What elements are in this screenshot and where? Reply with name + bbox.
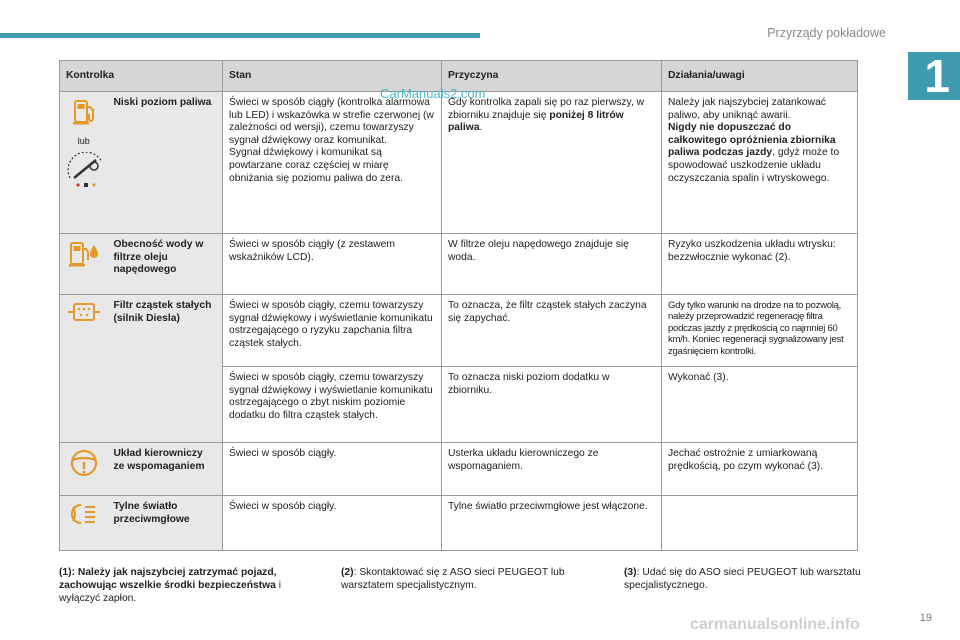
footnote-text: : Skontaktować się z ASO sieci PEUGEOT lub warsztatem specjalistycznym. <box>341 567 565 591</box>
icon-cell <box>60 92 108 234</box>
table-row <box>60 443 858 496</box>
cause-text: Usterka układu kierowniczego ze wspomaganiem. <box>442 443 662 496</box>
state-text: Świeci w sposób ciągły (kontrolka alarmowa lub LED) i wskazówka w strefie czerwonej (w zależności od wersji), czemu towarzyszy sygnał dźwiękowy oraz komunikat. <box>229 97 434 146</box>
warning-name: Układ kierowniczy ze wspomaganiem <box>108 443 223 496</box>
alt-label: lub <box>77 136 90 146</box>
state-text: Świeci w sposób ciągły (z zestawem wskaźników LCD). <box>223 234 442 295</box>
column-header: Stan <box>223 61 442 92</box>
footnote-ref: (2) <box>341 567 354 578</box>
cause-text: To oznacza niski poziom dodatku w zbiorniku. <box>442 367 662 443</box>
icon-cell <box>60 234 108 295</box>
footnote-text: : Udać się do ASO sieci PEUGEOT lub warsztatu specjalistycznego. <box>624 567 861 591</box>
warning-name: Tylne światło przeciwmgłowe <box>108 496 223 551</box>
cause-text: W filtrze oleju napędowego znajduje się woda. <box>442 234 662 295</box>
table-row <box>60 234 858 295</box>
column-header: Kontrolka <box>60 61 223 92</box>
footnote-text: i wyłączyć zapłon. <box>59 580 282 604</box>
fuel-gauge-icon <box>66 152 102 188</box>
icon-cell <box>60 443 108 496</box>
state-text: Świeci w sposób ciągły. <box>223 443 442 496</box>
water-in-fuel-icon <box>66 239 102 269</box>
rear-fog-light-icon <box>66 501 102 527</box>
footnote-ref: (1) <box>59 567 72 578</box>
particle-filter-icon <box>66 300 102 324</box>
steering-wheel-warning-icon <box>66 448 102 478</box>
page-number: 19 <box>919 612 932 624</box>
action-text: Wykonać (3). <box>662 367 858 443</box>
action-text: Jechać ostrożnie z umiarkowaną prędkością, po czym wykonać (3). <box>662 443 858 496</box>
action-text: Gdy tylko warunki na drodze na to pozwolą, należy przeprowadzić regenerację filtra podczas jazdy z prędkością co najmniej 60 km/h. Koniec regeneracji sygnalizowany jest zgaśnięciem kontrolki. <box>662 295 858 367</box>
fuel-pump-icon <box>66 97 102 127</box>
icon-cell <box>60 496 108 551</box>
cause-bold-text: poniżej 8 litrów paliwa <box>448 109 624 134</box>
state-text-2: Sygnał dźwiękowy i komunikat są powtarzane coraz częściej w miarę obniżania się poziomu paliwa do zera. <box>229 147 404 184</box>
footnote-1 <box>59 566 319 605</box>
table-row <box>60 496 858 551</box>
footnote-2 <box>341 566 601 592</box>
action-cell <box>662 92 858 234</box>
table-row <box>60 295 858 367</box>
cause-text: Tylne światło przeciwmgłowe jest włączone. <box>442 496 662 551</box>
warning-name: Obecność wody w filtrze oleju napędowego <box>108 234 223 295</box>
header-accent-bar <box>0 33 480 38</box>
table-row <box>60 92 858 234</box>
watermark: CarManuals2.com <box>380 86 486 101</box>
cause-cell <box>380 86 662 234</box>
state-text: Świeci w sposób ciągły, czemu towarzyszy sygnał dźwiękowy i wyświetlanie komunikatu ostrzegającego o ryzyku zapchania filtra cząstek stałych. <box>223 295 442 367</box>
action-text: Ryzyko uszkodzenia układu wtrysku: bezzwłocznie wykonać (2). <box>662 234 858 295</box>
state-text: Świeci w sposób ciągły. <box>223 496 442 551</box>
column-header: Przyczyna <box>442 61 662 92</box>
column-header: Działania/uwagi <box>662 61 858 92</box>
warning-name: Niski poziom paliwa <box>108 92 223 234</box>
action-bold-text: Nigdy nie dopuszczać do całkowitego opróżnienia zbiornika paliwa podczas jazdy <box>668 122 836 159</box>
action-text: Należy jak najszybciej zatankować paliwo, aby uniknąć awarii. <box>668 97 826 121</box>
warning-name: Filtr cząstek stałych (silnik Diesla) <box>108 295 223 443</box>
action-text <box>662 496 858 551</box>
cause-text: To oznacza, że filtr cząstek stałych zaczyna się zapychać. <box>442 295 662 367</box>
state-text: Świeci w sposób ciągły, czemu towarzyszy sygnał dźwiękowy i wyświetlanie komunikatu ostrzegającego o zbyt niskim poziomie dodatku do filtra cząstek stałych. <box>223 367 442 443</box>
chapter-number: 1 <box>924 50 950 102</box>
section-title: Przyrządy pokładowe <box>767 26 886 40</box>
footnote-bold: : Należy jak najszybciej zatrzymać pojazd, zachowując wszelkie środki bezpieczeństwa <box>59 567 277 591</box>
warning-lights-table <box>59 60 858 551</box>
action-suffix: , gdyż może to spowodować uszkodzenie układu oczyszczania spalin i wtryskowego. <box>668 147 840 184</box>
footnote-3 <box>624 566 864 592</box>
state-cell <box>223 92 442 234</box>
cause-suffix: . <box>479 122 483 134</box>
footer-watermark: carmanualsonline.info <box>690 616 860 633</box>
footnote-ref: (3) <box>624 567 637 578</box>
icon-cell <box>60 295 108 443</box>
cause-text: Gdy kontrolka zapali się po raz pierwszy, w zbiorniku znajduje się <box>448 97 645 121</box>
